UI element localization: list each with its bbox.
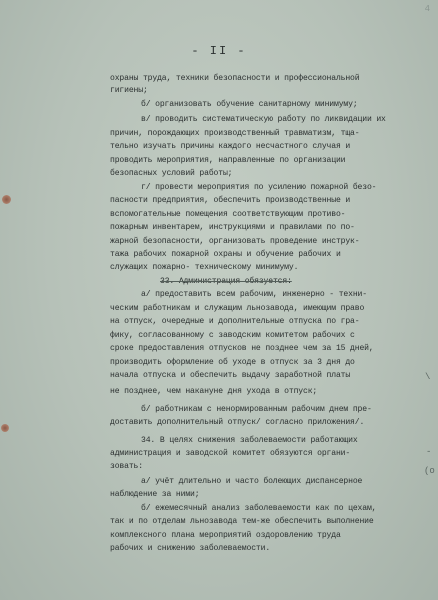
text-line: пасности предприятия, обеспечить производственные и xyxy=(110,196,351,205)
section-heading-33: 33. Администрация обязуется: xyxy=(160,277,292,286)
text-line: охраны труда, техники безопасности и профессиональной xyxy=(110,74,360,83)
text-line: тажа рабочих пожарной охраны и обучение рабочих и xyxy=(110,250,341,259)
text-line: тельно изучать причины каждого несчастного случая и xyxy=(110,142,351,151)
text-line: фику, согласованному с заводским комитетом рабочих с xyxy=(110,331,355,340)
text-line: на отпуск, очередные и дополнительные отпуска по гра- xyxy=(110,317,360,326)
text-line: а/ предоставить всем рабочим, инженерно - техни- xyxy=(141,290,367,299)
text-line: не позднее, чем накануне дня ухода в отпуск; xyxy=(110,387,318,396)
text-line: 34. В целях снижения заболеваемости работающих xyxy=(141,436,358,445)
text-line: наблюдение за ними; xyxy=(110,490,200,499)
text-line: б/ организовать обучение санитарному минимуму; xyxy=(141,100,358,109)
text-line: так и по отделам льнозавода тем-же обеспечить выполнение xyxy=(110,517,374,526)
text-line: рабочих и снижению заболеваемости. xyxy=(110,544,271,553)
text-line: комплексного плана мероприятий оздоровлению труда xyxy=(110,531,341,540)
text-line: гигиены; xyxy=(110,86,148,95)
corner-mark: 4 xyxy=(424,4,430,14)
text-line: служащих пожарно- техническому минимуму. xyxy=(110,263,299,272)
text-line: в/ проводить систематическую работу по ликвидации их xyxy=(141,115,386,124)
text-line: сроке предоставления отпусков не позднее чем за 15 дней, xyxy=(110,344,374,353)
text-line: вспомогательные помещения соответствующим противо- xyxy=(110,210,346,219)
text-line: доставить дополнительный отпуск/ согласно приложения/. xyxy=(110,418,365,427)
margin-mark: \ xyxy=(425,372,431,382)
margin-mark: - xyxy=(426,447,432,457)
text-line: жарной безопасности, организовать проведение инструк- xyxy=(110,237,360,246)
text-line: безопасных условий работы; xyxy=(110,169,233,178)
text-line: б/ работникам с ненормированным рабочим днем пре- xyxy=(141,405,372,414)
text-line: производить оформление об уходе в отпуск за 3 дня до xyxy=(110,358,355,367)
text-line: причин, порождающих производственный травматизм, тща- xyxy=(110,129,360,138)
text-line: администрация и заводской комитет обязуются органи- xyxy=(110,449,351,458)
text-line: ческим работникам и служащим льнозавода, имеющим право xyxy=(110,304,365,313)
margin-mark: (о xyxy=(424,466,435,476)
text-line: зовать: xyxy=(110,462,143,471)
page-number: - II - xyxy=(191,44,247,58)
text-line: г/ провести мероприятия по усилению пожарной безо- xyxy=(141,183,377,192)
text-line: пожарным инвентарем, инструкциями и правилами по по- xyxy=(110,223,355,232)
text-line: начала отпуска и обеспечить выдачу заработной платы xyxy=(110,371,351,380)
text-line: проводить мероприятия, направленные по организации xyxy=(110,156,346,165)
text-line: а/ учёт длительно и часто болеющих диспансерное xyxy=(141,477,363,486)
text-line: б/ ежемесячный анализ заболеваемости как по цехам, xyxy=(141,504,377,513)
